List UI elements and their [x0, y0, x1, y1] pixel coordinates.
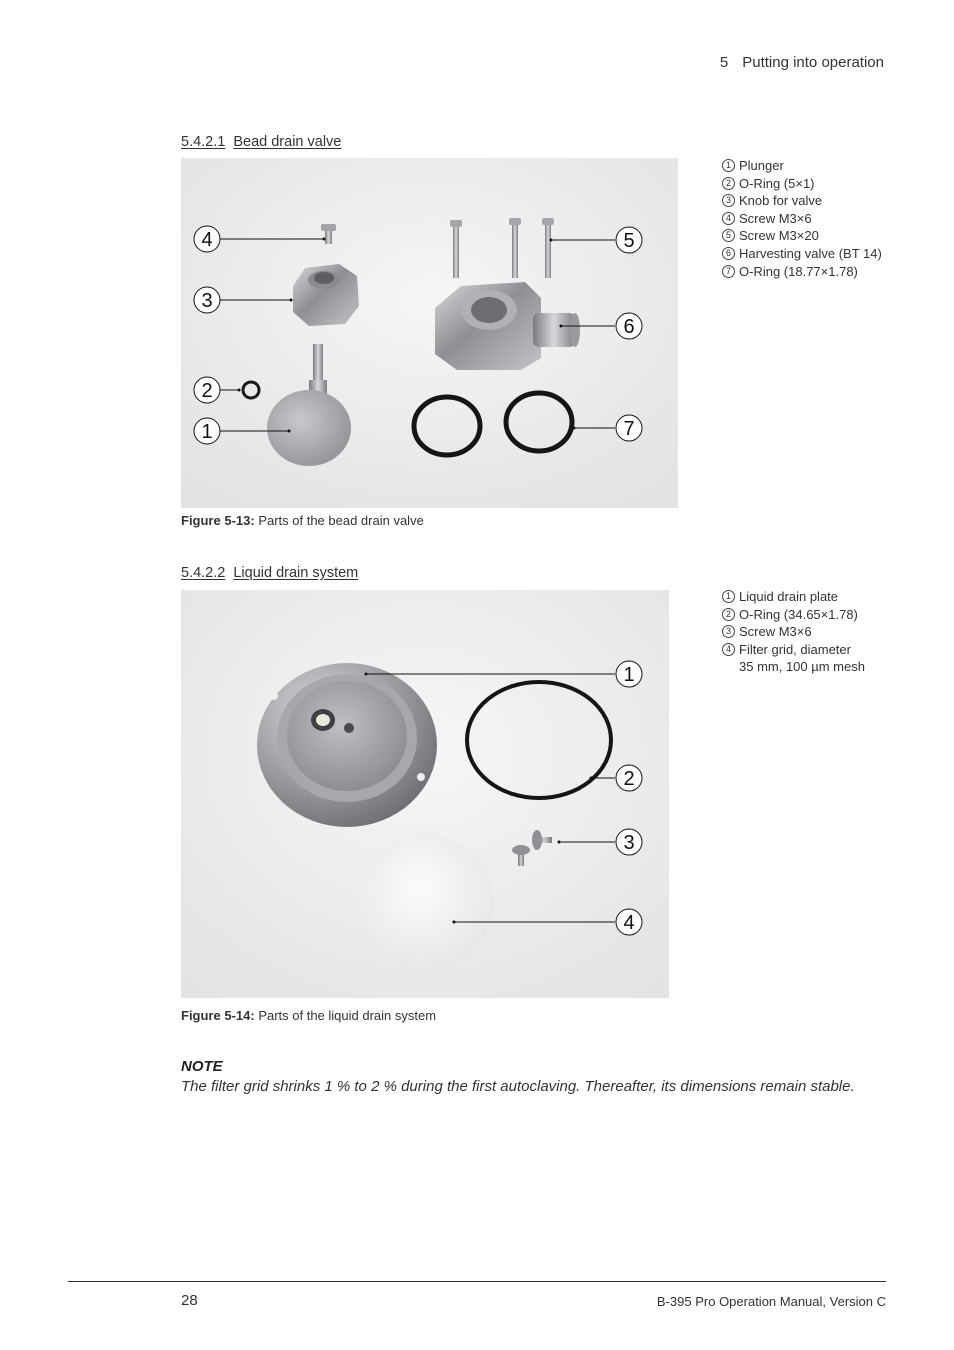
legend-number-circle: 3 [722, 625, 735, 638]
callout-4: 4 [623, 912, 635, 934]
figure-label: Figure 5-14: [181, 1008, 255, 1023]
figure-caption-text: Parts of the liquid drain system [258, 1008, 437, 1023]
section-number: 5.4.2.2 [181, 565, 226, 581]
legend-text: Screw M3×6 [739, 624, 812, 640]
legend-text: O-Ring (18.77×1.78) [739, 263, 858, 279]
figure-liquid-drain-system-photo [181, 590, 669, 998]
legend-number-circle: 2 [722, 177, 735, 190]
figure-caption-5-14 [181, 1008, 436, 1023]
legend-number-circle: 5 [722, 229, 735, 242]
section-number: 5.4.2.1 [181, 134, 226, 150]
footer-divider [68, 1281, 886, 1282]
callout-5: 5 [623, 230, 635, 252]
legend-text: Liquid drain plate [739, 589, 839, 604]
legend-text: Screw M3×6 [739, 210, 812, 226]
legend-item [722, 227, 882, 245]
note-text: The filter grid shrinks 1 % to 2 % during the first autoclaving. Thereafter, its dimensions remain stable. [181, 1078, 855, 1095]
legend-number-circle: 3 [722, 194, 735, 207]
callout-2: 2 [623, 768, 635, 790]
legend-number-circle: 1 [722, 159, 735, 172]
figure-caption-text: Parts of the bead drain valve [258, 513, 424, 528]
legend-continuation: 35 mm, 100 µm mesh [739, 659, 865, 675]
legend-item [722, 175, 882, 193]
legend-number-circle: 7 [722, 265, 735, 278]
section-heading-liquid-drain-system [181, 565, 358, 581]
legend-number-circle: 1 [722, 590, 735, 603]
chapter-title: Putting into operation [742, 54, 884, 71]
legend-text: Filter grid, diameter [739, 641, 851, 657]
legend-liquid-drain-system [722, 588, 865, 676]
legend-text: O-Ring (34.65×1.78) [739, 606, 858, 622]
callout-3: 3 [201, 290, 213, 312]
legend-item [722, 641, 865, 659]
figure-label: Figure 5-13: [181, 513, 255, 528]
legend-item [722, 210, 882, 228]
legend-text: Harvesting valve (BT 14) [739, 245, 882, 261]
legend-item [722, 245, 882, 263]
legend-text: Plunger [739, 158, 784, 173]
legend-text: Screw M3×20 [739, 228, 819, 244]
note-title: NOTE [181, 1058, 223, 1075]
page-number: 28 [181, 1292, 198, 1309]
callout-2: 2 [201, 380, 213, 402]
legend-bead-drain-valve [722, 157, 882, 280]
section-title: Liquid drain system [233, 565, 359, 581]
legend-item [722, 157, 882, 175]
callout-1: 1 [623, 664, 635, 686]
legend-number-circle: 4 [722, 212, 735, 225]
section-title: Bead drain valve [233, 134, 342, 150]
liquid-drain-plate-part [257, 663, 437, 827]
chapter-number: 5 [719, 54, 729, 71]
document-title: B-395 Pro Operation Manual, Version C [656, 1294, 886, 1309]
callout-6: 6 [623, 316, 635, 338]
knob-part [293, 264, 359, 326]
legend-number-circle: 2 [722, 608, 735, 621]
legend-number-circle: 4 [722, 643, 735, 656]
page-header [720, 54, 884, 71]
callout-1: 1 [201, 421, 213, 443]
legend-item [722, 588, 865, 606]
callout-4: 4 [201, 229, 213, 251]
legend-number-circle: 6 [722, 247, 735, 260]
section-heading-bead-drain-valve [181, 134, 341, 150]
legend-item [722, 606, 865, 624]
legend-item [722, 192, 882, 210]
legend-item [722, 263, 882, 281]
callout-7: 7 [623, 418, 635, 440]
legend-item [722, 623, 865, 641]
legend-text: Knob for valve [739, 193, 823, 209]
figure-caption-5-13 [181, 513, 424, 528]
callout-3: 3 [623, 832, 635, 854]
legend-text: O-Ring (5×1) [739, 175, 815, 191]
figure-bead-drain-valve-photo [181, 158, 678, 508]
